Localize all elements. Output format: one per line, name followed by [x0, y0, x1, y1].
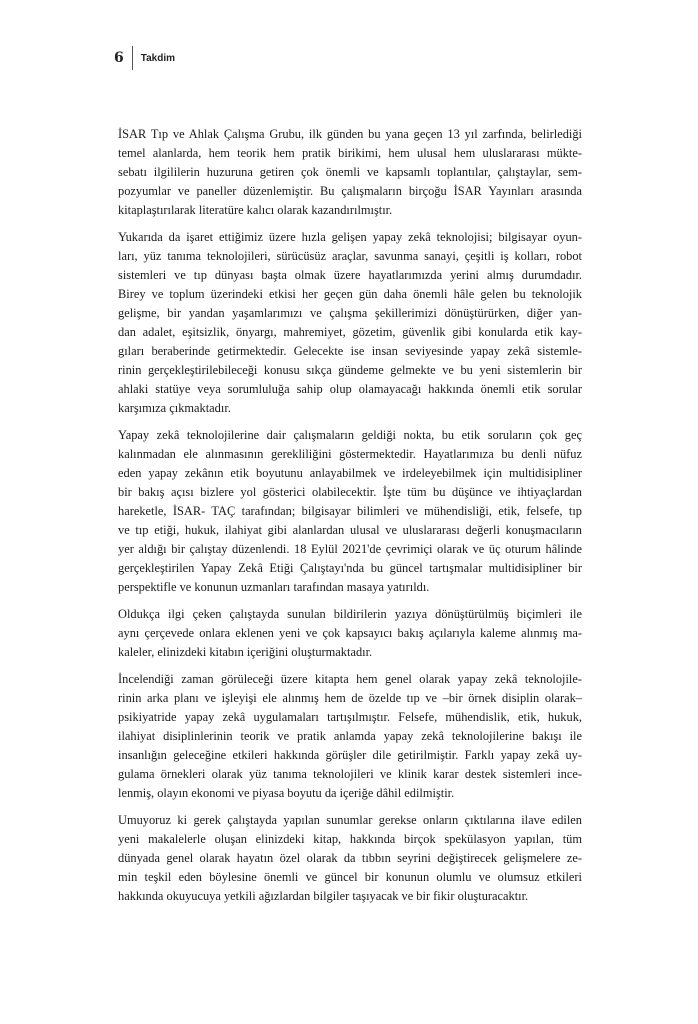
text-line: gelişme, bir yandan yaşamlarımızı ve çalışma şekillerimizi dönüştürürken, diğer yan-: [118, 306, 582, 320]
text-line: gıları beraberinde getirmektedir. Gelecekte ise insan seviyesinde yapay zekâ sistemle-: [118, 344, 582, 358]
text-line: ve tıp etiği, hukuk, ilahiyat gibi alanlardan ulusal ve uluslararası değerli konuşmacıların: [118, 523, 582, 537]
text-line: dünyada genel olarak hayatın özel olarak da tıbbın seyrini değiştirecek gelişmelere ze-: [118, 851, 582, 865]
paragraph: [118, 605, 582, 662]
text-line: karşımıza çıkmaktadır.: [118, 401, 231, 415]
paragraph: [118, 811, 582, 906]
text-line: lenmiş, olayın ekonomi ve piyasa boyutu da içeriğe dâhil edilmiştir.: [118, 786, 455, 800]
text-line: insanlığın geleceğine etkileri hakkında görüşler dile getirilmiştir. Farklı yapay zekâ uy-: [118, 748, 582, 762]
text-line: dan adalet, eşitsizlik, önyargı, mahremiyet, gözetim, güvenlik gibi konularda etik kay-: [118, 325, 582, 339]
paragraph: [118, 426, 582, 597]
text-line: İncelendiği zaman görüleceği üzere kitapta hem genel olarak yapay zekâ teknolojile-: [118, 672, 582, 686]
text-line: Umuyoruz ki gerek çalıştayda yapılan sunumlar gerekse onların çıktılarına ilave edilen: [118, 813, 582, 827]
text-line: kaleler, elinizdeki kitabın içeriğini oluşturmaktadır.: [118, 645, 373, 659]
text-line: yeni makalelerle oluşan elinizdeki kitap, hakkında birçok spekülasyon yapılan, tüm: [118, 832, 582, 846]
text-line: sistemleri ve tıp dünyası başta olmak üzere hayatlarımızda yerini almış durumdadır.: [118, 268, 582, 282]
running-head: [114, 44, 175, 72]
text-line: ilahiyat disiplinlerinin teorik ve pratik anlamda yapay zekâ teknolojilerine bakışı ile: [118, 729, 582, 743]
text-line: ları, yüz tanıma teknolojileri, sürücüsüz araçlar, savunma sanayi, çeşitli iş kolları, robot: [118, 249, 582, 263]
text-line: min teşkil eden böylesine önemli ve güncel bir konunun olumlu ve olumsuz etkileri: [118, 870, 582, 884]
text-line: Birey ve toplum üzerindeki etkisi her geçen gün daha önemli hâle gelen bu teknolojik: [118, 287, 582, 301]
text-line: rinin arka planı ve işleyişi ele alınmış hem de özelde tıp ve –bir örnek disiplin olarak–: [118, 691, 582, 705]
text-line: gerçekleştirilen Yapay Zekâ Etiği Çalıştayı'nda bu güncel tartışmalar multidisipliner bir: [118, 561, 582, 575]
text-line: Yapay zekâ teknolojilerine dair çalışmaların geldiği nokta, bu etik soruların çok geç: [118, 428, 582, 442]
text-line: temel alanlarda, hem teorik hem pratik birikimi, hem ulusal hem uluslararası mükte-: [118, 146, 582, 160]
text-line: aynı çerçevede onlara eklenen yeni ve çok kapsayıcı bakış açılarıyla kaleme alınmış ma-: [118, 626, 582, 640]
text-line: bir bakış açısı bizlere yol gösterici olabilecektir. İşte tüm bu düşünce ve ihtiyaçlardan: [118, 485, 582, 499]
text-line: ahlaki statüye veya sorumluluğa sahip olup olamayacağı hakkında önemli etik sorular: [118, 382, 582, 396]
text-line: perspektifle ve konunun uzmanları tarafından masaya yatırıldı.: [118, 580, 430, 594]
text-line: psikiyatride yapay zekâ uygulamaları tartışılmıştır. Felsefe, mühendislik, etik, hukuk,: [118, 710, 582, 724]
text-line: hakkında okuyucuya yetkili ağızlardan bilgiler taşıyacak ve bir fikir oluşturacaktır.: [118, 889, 529, 903]
paragraph: [118, 670, 582, 803]
text-line: Oldukça ilgi çeken çalıştayda sunulan bildirilerin yazıya dönüştürülmüş biçimleri ile: [118, 607, 582, 621]
page-number: 6: [114, 50, 124, 66]
text-line: yer aldığı bir çalıştay düzenlendi. 18 Eylül 2021'de çevrimiçi olarak ve üç oturum hâlinde: [118, 542, 582, 556]
text-line: İSAR Tıp ve Ahlak Çalışma Grubu, ilk günden bu yana geçen 13 yıl zarfında, belirlediği: [118, 127, 582, 141]
body-text: [118, 125, 582, 914]
text-line: kitaplaştırılarak literatüre kalıcı olarak kazandırılmıştır.: [118, 203, 393, 217]
text-line: rinin gerçekleştirilebileceği konusu sıkça gündeme gelmekte ve bu yeni sistemlerin bir: [118, 363, 582, 377]
text-line: eden yapay zekânın etik boyutunu anlayabilmek ve irdeleyebilmek için multidisipliner: [118, 466, 582, 480]
text-line: sebatı ilgililerin huzuruna getiren çok önemli ve kapsamlı toplantılar, çalıştaylar, sem-: [118, 165, 582, 179]
text-line: hareketle, İSAR- TAÇ tarafından; bilgisayar bilimleri ve mühendisliği, etik, felsefe, tıp: [118, 504, 582, 518]
section-title: Takdim: [140, 52, 176, 64]
text-line: kalınmadan ele alınmasının gerekliliğini göstermektedir. Hayatlarımıza bu denli nüfuz: [118, 447, 582, 461]
paragraph: [118, 125, 582, 220]
text-line: pozyumlar ve paneller düzenlemiştir. Bu çalışmaların birçoğu İSAR Yayınları arasında: [118, 184, 582, 198]
paragraph: [118, 228, 582, 418]
text-line: gulama örnekleri olarak yüz tanıma teknolojileri ve klinik karar destek sistemleri ince-: [118, 767, 582, 781]
text-line: Yukarıda da işaret ettiğimiz üzere hızla gelişen yapay zekâ teknolojisi; bilgisayar oyun-: [118, 230, 582, 244]
